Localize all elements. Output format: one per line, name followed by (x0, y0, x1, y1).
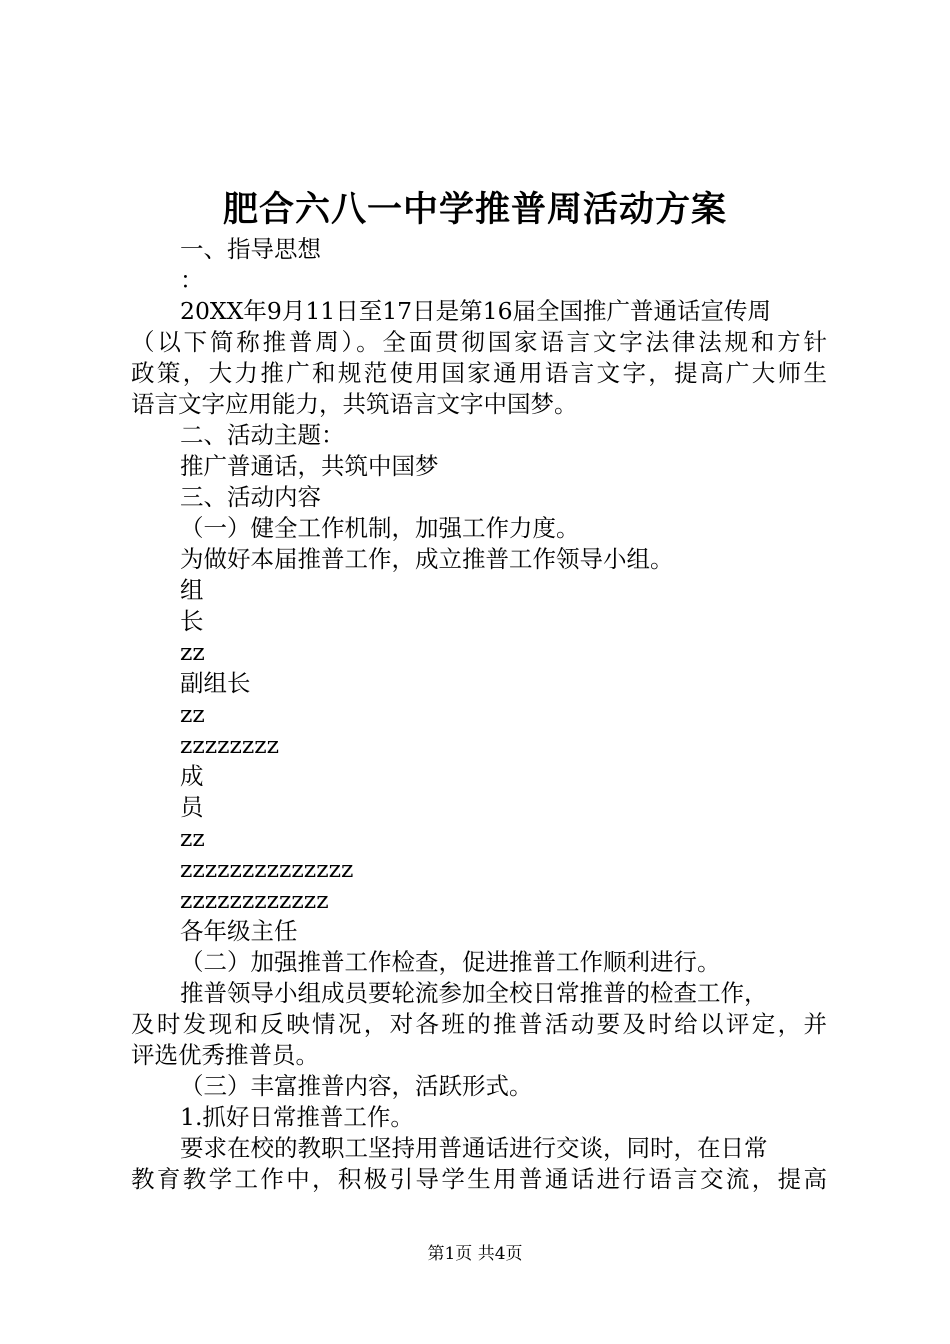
deputy-leader-name: zzzzzzzz (180, 731, 280, 759)
heading-activity-content: 三、活动内容 (180, 483, 321, 511)
deputy-leader-name: zz (180, 700, 205, 728)
member-name: 各年级主任 (180, 917, 298, 945)
paragraph-line: 语言文字应用能力，共筑语言文字中国梦。 (131, 390, 578, 418)
member-label-line: 成 (180, 762, 204, 790)
leader-name: zz (180, 638, 205, 666)
subheading-one: （一）健全工作机制，加强工作力度。 (180, 514, 580, 542)
paragraph-line: 及时发现和反映情况，对各班的推普活动要及时给以评定，并 (131, 1010, 827, 1038)
subheading-three: （三）丰富推普内容，活跃形式。 (180, 1072, 533, 1100)
heading-activity-theme: 二、活动主题： (180, 421, 345, 449)
leader-label-line: 长 (180, 607, 204, 635)
paragraph-line: 推普领导小组成员要轮流参加全校日常推普的检查工作， (180, 979, 768, 1007)
deputy-leader-label: 副组长 (180, 669, 251, 697)
member-name: zzzzzzzzzzzzzz (180, 855, 354, 883)
heading-guiding-ideology: 一、指导思想 (180, 235, 321, 263)
leader-label-line: 组 (180, 576, 204, 604)
paragraph-line: 要求在校的教职工坚持用普通话进行交谈，同时，在日常 (180, 1134, 768, 1162)
member-name: zz (180, 824, 205, 852)
numbered-item: 1.抓好日常推普工作。 (180, 1103, 414, 1131)
page-number-footer: 第1页 共4页 (427, 1244, 523, 1264)
paragraph-line: （以下简称推普周）。全面贯彻国家语言文字法律法规和方针 (131, 328, 827, 356)
subheading-two: （二）加强推普工作检查，促进推普工作顺利进行。 (180, 948, 721, 976)
paragraph-line: 评选优秀推普员。 (131, 1041, 319, 1069)
theme-text: 推广普通话，共筑中国梦 (180, 452, 439, 480)
document-title: 肥合六八一中学推普周活动方案 (222, 189, 727, 230)
paragraph-line: 教育教学工作中，积极引导学生用普通话进行语言交流，提高 (131, 1165, 827, 1193)
paragraph-line: 为做好本届推普工作，成立推普工作领导小组。 (180, 545, 674, 573)
paragraph-line: 20XX年9月11日至17日是第16届全国推广普通话宣传周 (180, 297, 772, 325)
member-name: zzzzzzzzzzzz (180, 886, 329, 914)
colon-line: ： (180, 266, 204, 294)
paragraph-line: 政策，大力推广和规范使用国家通用语言文字，提高广大师生 (131, 359, 827, 387)
member-label-line: 员 (180, 793, 204, 821)
